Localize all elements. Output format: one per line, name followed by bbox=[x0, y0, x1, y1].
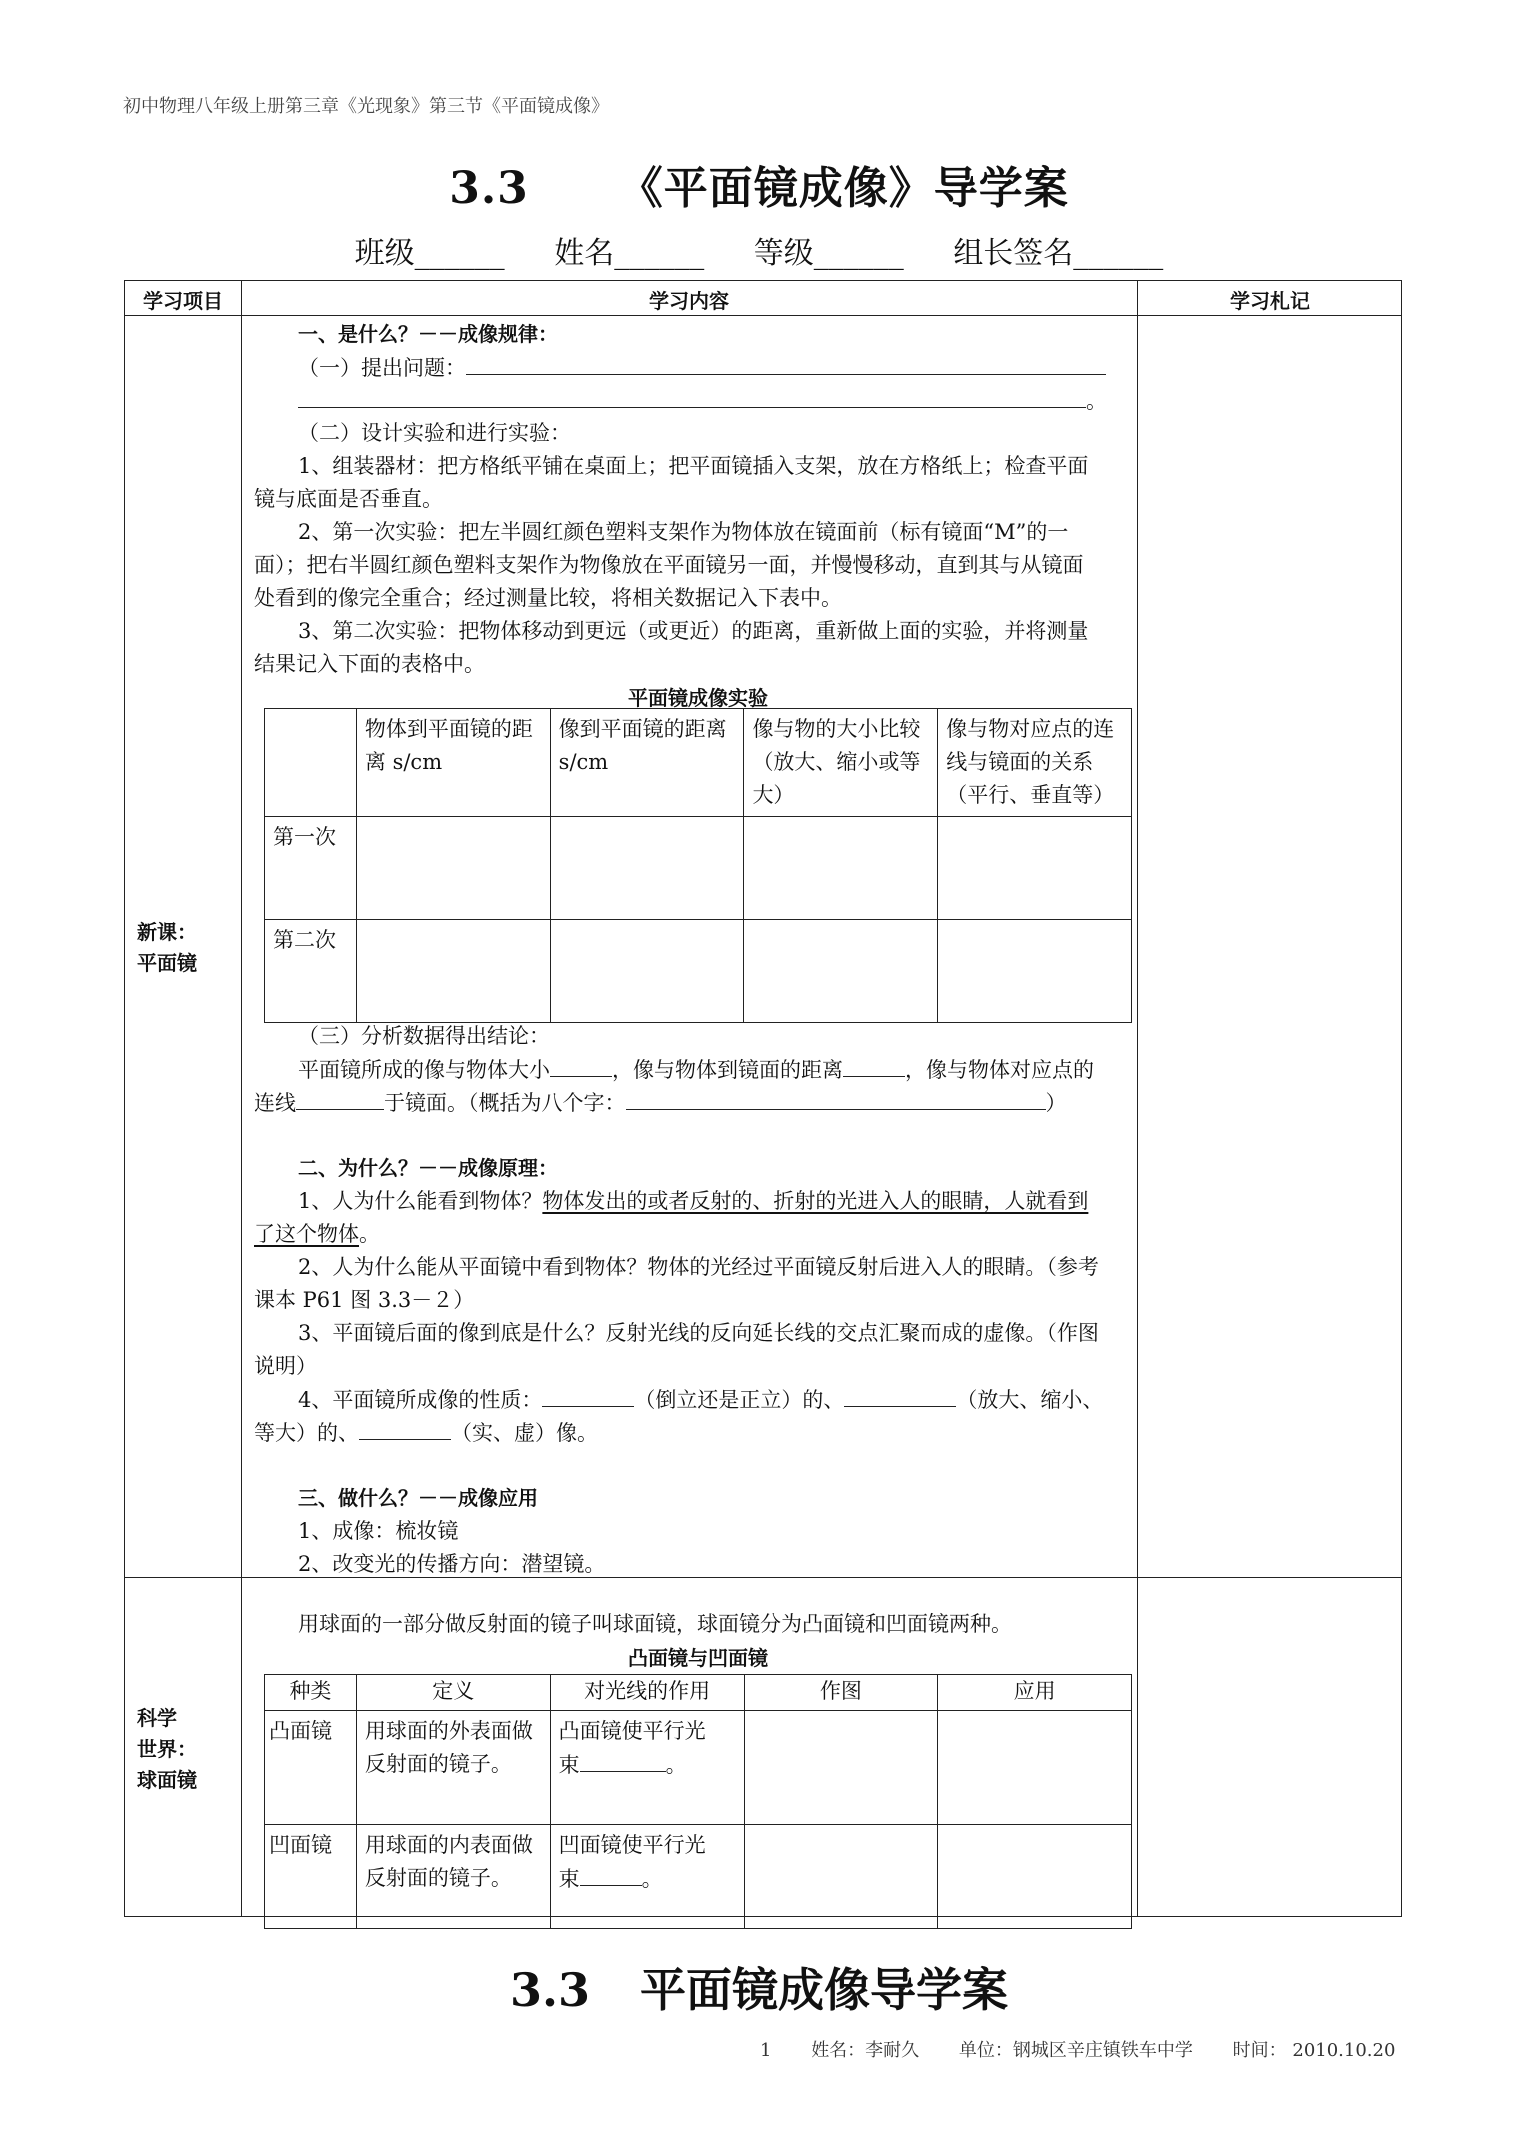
class-field: 班级______ bbox=[354, 236, 505, 271]
data-cell[interactable] bbox=[550, 817, 744, 920]
data-cell[interactable] bbox=[356, 817, 550, 920]
conclusion-line-2: 连线 于镜面。（概括为八个字： ） bbox=[254, 1086, 1067, 1120]
answer-blank[interactable] bbox=[550, 1053, 612, 1077]
application-cell[interactable] bbox=[938, 1711, 1132, 1825]
answer-blank[interactable] bbox=[580, 1748, 666, 1772]
table-header-cell: 像与物对应点的连线与镜面的关系（平行、垂直等） bbox=[938, 709, 1132, 817]
answer-blank[interactable] bbox=[626, 1086, 1046, 1110]
principle-line: 说明） bbox=[254, 1354, 317, 1378]
column-header-notes: 学习札记 bbox=[1230, 289, 1310, 313]
name-field: 姓名______ bbox=[554, 236, 705, 271]
mirror-type-cell: 凸面镜 bbox=[265, 1711, 357, 1825]
step2-line: 面）；把右半圆红颜色塑料支架作为物像放在平面镜另一面，并慢慢移动，直到其与从镜面 bbox=[254, 553, 1084, 577]
table-header-cell: 种类 bbox=[265, 1675, 357, 1711]
property-line-2: 等大）的、 （实、虚）像。 bbox=[254, 1416, 598, 1450]
footer-title bbox=[0, 1954, 1518, 2020]
drawing-cell[interactable] bbox=[744, 1711, 938, 1825]
row-label-first: 第一次 bbox=[265, 817, 357, 920]
principle-line: 课本 P61 图 3.3－２） bbox=[254, 1288, 475, 1312]
answer-blank[interactable] bbox=[298, 384, 1086, 408]
data-cell[interactable] bbox=[744, 920, 938, 1023]
section-label-science-world: 科学 世界： 球面镜 bbox=[137, 1706, 197, 1792]
drawing-cell[interactable] bbox=[744, 1825, 938, 1929]
answer-blank[interactable] bbox=[542, 1383, 634, 1407]
effect-cell: 凸面镜使平行光 束 。 bbox=[550, 1711, 744, 1825]
answer-blank[interactable] bbox=[296, 1086, 384, 1110]
definition-cell: 用球面的内表面做反射面的镜子。 bbox=[356, 1825, 550, 1929]
question-line: （一）提出问题： bbox=[298, 351, 1106, 385]
title-text: 《平面镜成像》导学案 bbox=[618, 163, 1069, 214]
mirror-type-cell: 凹面镜 bbox=[265, 1825, 357, 1929]
conclusion-line: 平面镜所成的像与物体大小 ，像与物体到镜面的距离 ，像与物体对应点的 bbox=[298, 1053, 1094, 1087]
table-header-cell: 应用 bbox=[938, 1675, 1132, 1711]
table-row bbox=[265, 920, 1132, 1023]
table-header-cell: 作图 bbox=[744, 1675, 938, 1711]
step1-line: 镜与底面是否垂直。 bbox=[254, 487, 443, 511]
application-line: 1、成像：梳妆镜 bbox=[298, 1519, 459, 1543]
table-row bbox=[265, 1675, 1132, 1711]
table-header-cell: 定义 bbox=[356, 1675, 550, 1711]
row-label-second: 第二次 bbox=[265, 920, 357, 1023]
conclusion-heading: （三）分析数据得出结论： bbox=[298, 1024, 550, 1048]
step2-line: 2、第一次实验：把左半圆红颜色塑料支架作为物体放在镜面前（标有镜面“M”的一 bbox=[298, 520, 1069, 544]
data-cell[interactable] bbox=[356, 920, 550, 1023]
answer-blank[interactable] bbox=[844, 1383, 956, 1407]
experiment-table-caption: 平面镜成像实验 bbox=[628, 686, 768, 710]
table-header-cell: 对光线的作用 bbox=[550, 1675, 744, 1711]
application-line: 2、改变光的传播方向：潜望镜。 bbox=[298, 1552, 606, 1576]
date: 时间： 2010.10.20 bbox=[1232, 2040, 1396, 2061]
principle-line: 1、人为什么能看到物体？物体发出的或者反射的、折射的光进入人的眼睛，人就看到 bbox=[298, 1189, 1089, 1213]
footer-title-number: 3.3 bbox=[509, 1963, 591, 2017]
table-header-cell: 像到平面镜的距离 s/cm bbox=[550, 709, 744, 817]
table-header-cell: 像与物的大小比较（放大、缩小或等大） bbox=[744, 709, 938, 817]
answer-blank[interactable] bbox=[466, 351, 1106, 375]
principle-line: 3、平面镜后面的像到底是什么？反射光线的反向延长线的交点汇聚而成的虚像。（作图 bbox=[298, 1321, 1099, 1345]
author-name: 姓名：李耐久 bbox=[811, 2040, 920, 2061]
step3-line: 3、第二次实验：把物体移动到更远（或更近）的距离，重新做上面的实验，并将测量 bbox=[298, 619, 1089, 643]
property-line: 4、平面镜所成像的性质： （倒立还是正立）的、 （放大、缩小、 bbox=[298, 1383, 1103, 1417]
application-cell[interactable] bbox=[938, 1825, 1132, 1929]
student-info-line bbox=[0, 228, 1518, 272]
data-cell[interactable] bbox=[938, 817, 1132, 920]
page-title bbox=[0, 152, 1518, 216]
effect-cell: 凹面镜使平行光 束 。 bbox=[550, 1825, 744, 1929]
column-divider bbox=[241, 281, 242, 1916]
mirror-table-caption: 凸面镜与凹面镜 bbox=[628, 1646, 768, 1670]
table-row bbox=[265, 1711, 1132, 1825]
author-unit: 单位：钢城区辛庄镇铁车中学 bbox=[958, 2040, 1193, 2061]
part3-heading: 三、做什么？－－成像应用 bbox=[298, 1486, 538, 1510]
part2-heading: 二、为什么？－－成像原理： bbox=[298, 1156, 558, 1180]
footer-title-text: 平面镜成像导学案 bbox=[640, 1963, 1009, 2017]
principle-line: 2、人为什么能从平面镜中看到物体？物体的光经过平面镜反射后进入人的眼睛。（参考 bbox=[298, 1255, 1099, 1279]
answer-blank[interactable] bbox=[359, 1416, 451, 1440]
table-row bbox=[265, 817, 1132, 920]
principle-line: 了这个物体。 bbox=[254, 1222, 380, 1246]
section-label-new-lesson: 新课： 平面镜 bbox=[137, 920, 197, 975]
table-row bbox=[265, 1825, 1132, 1929]
title-number: 3.3 bbox=[449, 163, 529, 214]
data-cell[interactable] bbox=[550, 920, 744, 1023]
experiment-table bbox=[264, 708, 1132, 1023]
answer-blank[interactable] bbox=[843, 1053, 905, 1077]
definition-cell: 用球面的外表面做反射面的镜子。 bbox=[356, 1711, 550, 1825]
mirror-table bbox=[264, 1674, 1132, 1929]
table-header-cell bbox=[265, 709, 357, 817]
table-row bbox=[265, 709, 1132, 817]
data-cell[interactable] bbox=[744, 817, 938, 920]
step2-line: 处看到的像完全重合；经过测量比较，将相关数据记入下表中。 bbox=[254, 586, 842, 610]
step3-line: 结果记入下面的表格中。 bbox=[254, 652, 485, 676]
step1-line: 1、组装器材：把方格纸平铺在桌面上；把平面镜插入支架，放在方格纸上；检查平面 bbox=[298, 454, 1089, 478]
spherical-mirror-intro: 用球面的一部分做反射面的镜子叫球面镜，球面镜分为凸面镜和凹面镜两种。 bbox=[298, 1612, 1012, 1636]
data-cell[interactable] bbox=[938, 920, 1132, 1023]
column-header-content: 学习内容 bbox=[649, 289, 729, 313]
question-line-2: 。 bbox=[298, 384, 1107, 418]
design-heading: （二）设计实验和进行实验： bbox=[298, 421, 571, 445]
notes-column bbox=[1137, 315, 1403, 1916]
table-header-cell: 物体到平面镜的距离 s/cm bbox=[356, 709, 550, 817]
column-header-item: 学习项目 bbox=[143, 289, 223, 313]
grade-field: 等级______ bbox=[753, 236, 904, 271]
page-number: 1 bbox=[760, 2040, 772, 2061]
footer-info bbox=[760, 2036, 1429, 2062]
header-note: 初中物理八年级上册第三章《光现象》第三节《平面镜成像》 bbox=[123, 96, 609, 117]
leader-sign-field: 组长签名______ bbox=[953, 236, 1164, 271]
part1-heading: 一、是什么？－－成像规律： bbox=[298, 322, 558, 346]
answer-blank[interactable] bbox=[580, 1862, 642, 1886]
